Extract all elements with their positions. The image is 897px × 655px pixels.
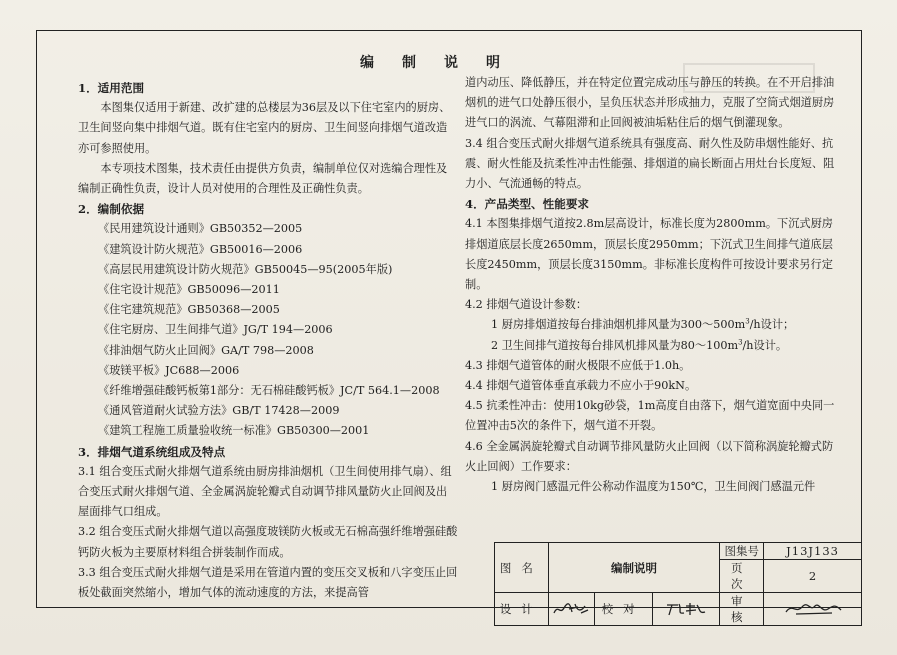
checker-signature	[652, 593, 720, 626]
clause-4-4: 4.4 排烟气道管体垂直承载力不应小于90kN。	[465, 379, 697, 393]
clause-4-2-2-tail: /h设计。	[742, 338, 788, 352]
clause-4-6: 4.6 全金属涡旋轮瓣式自动调节排风量防火止回阀（以下简称涡旋轮瓣式防火止回阀）工作要求：	[465, 439, 834, 473]
left-column	[78, 78, 458, 603]
clause-4-1: 4.1 本图集排烟气道按2.8m层高设计，标准长度为2800mm。下沉式厨房排烟道底层长度2650mm，顶层长度2950mm；下沉式卫生间排气道底层长度2450mm，顶层长度3150mm。非标准长度构件可按设计要求另行定制。	[465, 217, 833, 292]
reference-item: 《住宅建筑规范》GB50368—2005	[98, 303, 280, 317]
label-page-no: 页次	[720, 560, 764, 593]
reference-item: 《民用建筑设计通则》GB50352—2005	[98, 222, 303, 236]
clause-4-2-1-text: 1 厨房排烟道按每台排油烟机排风量为300～500m	[491, 318, 746, 332]
clause-4-6-1: 1 厨房阀门感温元件公称动作温度为150℃，卫生间阀门感温元件	[491, 480, 816, 494]
clause-4-3: 4.3 排烟气道管体的耐火极限不应低于1.0h。	[465, 358, 691, 372]
reviewer-signature	[764, 593, 862, 626]
atlas-no: J13J133	[764, 543, 862, 560]
superscript-3: 3	[745, 317, 750, 326]
clause-4-2: 4.2 排烟气道设计参数：	[465, 298, 588, 312]
section-1-heading: 1．适用范围	[78, 81, 145, 95]
section-1-paragraph-1: 本图集仅适用于新建、改扩建的总楼层为36层及以下住宅室内的厨房、卫生间竖向集中排烟气道。既有住宅室内的厨房、卫生间竖向排烟气道改造亦可参照使用。	[78, 101, 451, 155]
section-4-heading: 4．产品类型、性能要求	[465, 197, 590, 212]
clause-4-2-1	[465, 315, 841, 335]
handwritten-signature-icon	[664, 600, 708, 618]
clause-4-2-2	[465, 336, 841, 356]
clause-3-4: 3.4 组合变压式耐火排烟气道系统具有强度高、耐久性及防串烟性能好、抗震、耐火性能及抗柔性冲击性能强、排烟道的扁长断面占用灶台长度短、阻力小、气流通畅的特点。	[465, 136, 835, 191]
clause-3-2: 3.2 组合变压式耐火排烟气道以高强度玻镁防火板或无石棉高强纤维增强硅酸钙防火板为主要原材料组合拼装制作而成。	[78, 525, 458, 559]
reference-item: 《建筑工程施工质量验收统一标准》GB50300—2001	[98, 424, 370, 438]
label-reviewer: 审核	[720, 593, 764, 626]
section-3-heading: 3．排烟气道系统组成及特点	[78, 444, 226, 459]
reference-item: 《住宅厨房、卫生间排气道》JG/T 194—2006	[98, 323, 333, 337]
clause-3-3-continued: 道内动压、降低静压，并在特定位置完成动压与静压的转换。在不开启排油烟机的进气口处静压很小，呈负压状态并形成抽力，克服了空筒式烟道厨房进气口的涡流、气幕阻滞和止回阀被油垢粘住后的烟气倒灌现象。	[465, 76, 835, 130]
reference-item: 《纤维增强硅酸钙板第1部分：无石棉硅酸钙板》JC/T 564.1—2008	[98, 384, 440, 398]
reference-item: 《玻镁平板》JC688—2006	[98, 363, 240, 377]
page-no: 2	[764, 560, 862, 593]
label-checker: 校对	[594, 593, 652, 626]
clause-3-1: 3.1 组合变压式耐火排烟气道系统由厨房排油烟机（卫生间使用排气扇）、组合变压式耐火排烟气道、全金属涡旋轮瓣式自动调节排风量防火止回阀及出屋面排气口组成。	[78, 464, 452, 519]
reference-item: 《建筑设计防火规范》GB50016—2006	[98, 242, 303, 256]
page-title: 编制说明	[360, 55, 528, 71]
clause-4-2-2-text: 2 卫生间排气道按每台排风机排风量为80～100m	[491, 338, 739, 352]
section-2-heading: 2．编制依据	[78, 202, 145, 217]
designer-signature	[548, 593, 594, 626]
handwritten-signature-icon	[551, 600, 591, 618]
section-1-paragraph-2: 本专项技术图集，技术责任由提供方负责，编制单位仅对选编合理性及编制正确性负责，设计人员对使用的合理性及正确性负责。	[78, 161, 448, 196]
label-designer: 设计	[495, 593, 549, 626]
superscript-3: 3	[738, 337, 743, 346]
label-atlas-no: 图集号	[720, 543, 764, 560]
right-column	[465, 73, 841, 497]
clause-4-2-1-tail: /h设计；	[749, 318, 795, 332]
reference-item: 《通风管道耐火试验方法》GB/T 17428—2009	[98, 404, 340, 418]
reference-item: 《排油烟气防火止回阀》GA/T 798—2008	[98, 343, 314, 357]
title-block	[494, 542, 862, 626]
clause-4-5: 4.5 抗柔性冲击：使用10kg砂袋，1m高度自由落下，烟气道宽面中央同一位置冲击5次的条件下，烟气道不开裂。	[465, 399, 835, 433]
drawing-name: 编制说明	[548, 543, 720, 593]
reference-item: 《高层民用建筑设计防火规范》GB50045—95(2005年版)	[98, 262, 393, 276]
label-drawing-name: 图名	[495, 543, 549, 593]
reference-item: 《住宅设计规范》GB50096—2011	[98, 283, 280, 297]
clause-3-3-start: 3.3 组合变压式耐火排烟气道是采用在管道内置的变压交叉板和八字变压止回板处截面突然缩小，增加气体的流动速度的方法，来提高管	[78, 565, 458, 600]
handwritten-signature-icon	[782, 600, 844, 618]
